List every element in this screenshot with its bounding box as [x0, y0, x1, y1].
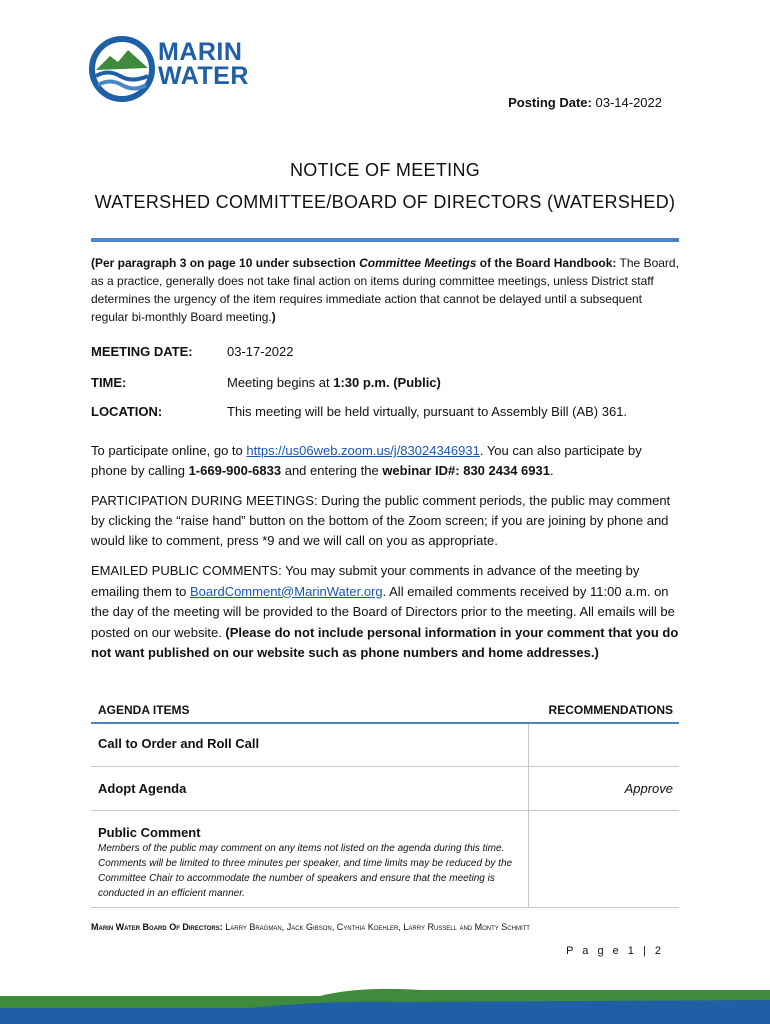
- page-number: P a g e 1 | 2: [566, 945, 664, 957]
- agenda-row: [91, 767, 679, 811]
- logo-wordmark: MARIN WATER: [158, 38, 249, 90]
- agenda-header: [91, 698, 679, 724]
- agenda-item-rec: Approve: [624, 781, 673, 796]
- board-members-footer: Marin Water Board Of Directors: Larry Bragman, Jack Gibson, Cynthia Koehler, Larry Russell and Monty Schmitt: [91, 922, 530, 932]
- title-line-2: WATERSHED COMMITTEE/BOARD OF DIRECTORS (WATERSHED): [94, 192, 676, 212]
- title-line-1: NOTICE OF MEETING: [289, 160, 481, 180]
- participation-paragraph: PARTICIPATION DURING MEETINGS: During the public comment periods, the public may comment by clicking the “raise hand” button on the bottom of the Zoom screen; if you are joining by phone and would like to comment, press *9 and we will call on you as appropriate.: [91, 493, 671, 548]
- footer-wave-bar: [0, 978, 770, 1024]
- agenda-row: [91, 811, 679, 908]
- online-paragraph: To participate online, go to https://us06web.zoom.us/j/83024346931. You can also participate by phone by calling 1-669-900-6833 and entering the webinar ID#: 830 2434 6931.: [91, 443, 642, 478]
- agenda-items-heading: AGENDA ITEMS: [98, 703, 190, 717]
- board-comment-email-link[interactable]: BoardComment@MarinWater.org: [190, 583, 383, 599]
- agenda-item-description: Members of the public may comment on any items not listed on the agenda during this time. Comments will be limited to three minutes per speaker, and time limits may be reduced by the Committee Chair to accommodate the number of speakers and ensure that the meeting is conducted in an efficient manner.: [98, 843, 513, 899]
- handbook-note: (Per paragraph 3 on page 10 under subsection Committee Meetings of the Board Handbook: The Board, as a practice, generally does not take final action on items during committee meetings, unless District staff determines the urgency of the item requires immediate action that cannot be delayed until a subsequent regular bi-monthly Board meeting.): [91, 256, 679, 324]
- posting-date: Posting Date: 03-14-2022: [508, 95, 662, 110]
- emailed-paragraph: EMAILED PUBLIC COMMENTS: You may submit your comments in advance of the meeting by emailing them to BoardComment@MarinWater.org. All emailed comments received by 11:00 a.m. on the day of the meeting will be provided to the Board of Directors prior to the meeting. All emails will be posted on our website. (Please do not include personal information in your comment that you do not want published on our website such as phone numbers and home addresses.): [91, 563, 679, 660]
- agenda-item-title: Adopt Agenda: [98, 781, 187, 796]
- agenda-item-title: Public Comment: [98, 825, 201, 840]
- location-label: LOCATION:: [91, 404, 163, 419]
- title-rule: [91, 238, 679, 242]
- meeting-date-value: 03-17-2022: [227, 344, 294, 359]
- time-value: Meeting begins at 1:30 p.m. (Public): [227, 375, 441, 390]
- zoom-link[interactable]: https://us06web.zoom.us/j/83024346931: [246, 443, 480, 458]
- location-value: This meeting will be held virtually, pursuant to Assembly Bill (AB) 361.: [227, 404, 628, 419]
- meeting-date-label: MEETING DATE:: [91, 344, 193, 359]
- agenda-row: [91, 724, 679, 767]
- time-label: TIME:: [91, 375, 127, 390]
- recommendations-heading: RECOMMENDATIONS: [548, 703, 673, 717]
- agenda-item-title: Call to Order and Roll Call: [98, 736, 260, 751]
